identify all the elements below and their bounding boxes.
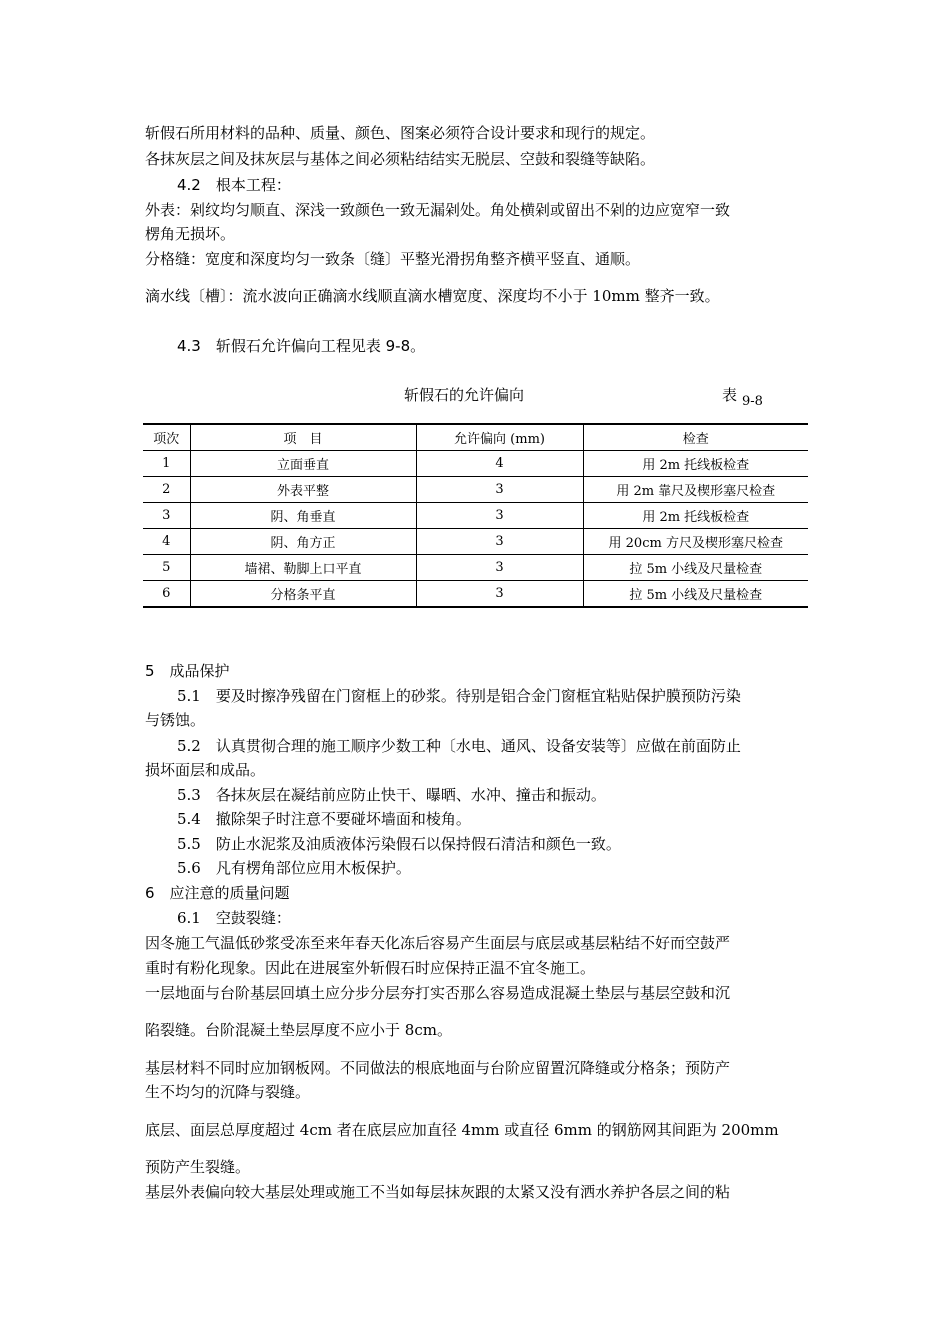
paragraph-line: 各抹灰层之间及抹灰层与基体之间必须粘结结实无脱层、空鼓和裂缝等缺陷。 — [145, 150, 656, 168]
paragraph-line: 重时有粉化现象。因此在进展室外斩假石时应保持正温不宜冬施工。 — [145, 959, 596, 977]
paragraph-line: 因冬施工气温低砂浆受冻至来年春天化冻后容易产生面层与底层或基层粘结不好而空鼓严 — [145, 934, 731, 952]
paragraph-line: 5.6 凡有楞角部位应用木板保护。 — [177, 859, 411, 877]
subsection-heading: 6.1 空鼓裂缝： — [177, 909, 291, 927]
table-cell: 拉 5m 小线及尺量检查 — [583, 555, 808, 581]
paragraph-line: 基层外表偏向较大基层处理或施工不当如每层抹灰跟的太紧又没有洒水养护各层之间的粘 — [145, 1183, 731, 1201]
section-heading: 4.2 根本工程： — [177, 176, 291, 194]
paragraph-line: 楞角无损坏。 — [145, 225, 236, 243]
header-cell: 检查 — [583, 424, 808, 451]
table-number-label: 表 — [722, 386, 738, 404]
paragraph-line: 基层材料不同时应加钢板网。不同做法的根底地面与台阶应留置沉降缝或分格条；预防产 — [145, 1059, 731, 1077]
table-cell: 2 — [143, 477, 190, 503]
table-cell: 4 — [416, 451, 583, 477]
table-cell: 拉 5m 小线及尺量检查 — [583, 581, 808, 608]
paragraph-line: 生不均匀的沉降与裂缝。 — [145, 1083, 311, 1101]
table-row — [143, 503, 808, 529]
paragraph-line: 底层、面层总厚度超过 4cm 者在底层应加直径 4mm 或直径 6mm 的钢筋网其间距为 200mm — [145, 1121, 779, 1139]
paragraph-line: 5.1 要及时擦净残留在门窗框上的砂浆。待别是铝合金门窗框宜粘贴保护膜预防污染 — [177, 687, 741, 705]
table-cell: 3 — [416, 529, 583, 555]
paragraph-line: 滴水线〔槽〕：流水波向正确滴水线顺直滴水槽宽度、深度均不小于 10mm 整齐一致。 — [145, 287, 720, 305]
paragraph-line: 外表：剁纹均匀顺直、深浅一致颜色一致无漏剁处。角处横剁或留出不剁的边应宽窄一致 — [145, 201, 731, 219]
section-heading: 4.3 斩假石允许偏向工程见表 9-8。 — [177, 337, 426, 355]
table-row — [143, 451, 808, 477]
table-cell: 6 — [143, 581, 190, 608]
table-cell: 阴、角垂直 — [190, 503, 416, 529]
paragraph-line: 5.4 撤除架子时注意不要碰坏墙面和棱角。 — [177, 810, 471, 828]
table-row — [143, 555, 808, 581]
section-heading: 5 成品保护 — [145, 662, 230, 680]
table-cell: 用 2m 托线板检查 — [583, 451, 808, 477]
table-cell: 分格条平直 — [190, 581, 416, 608]
header-cell: 项 目 — [190, 424, 416, 451]
table-cell: 立面垂直 — [190, 451, 416, 477]
table-number: 9-8 — [742, 394, 763, 409]
paragraph-line: 与锈蚀。 — [145, 711, 206, 729]
table-cell: 墙裙、勒脚上口平直 — [190, 555, 416, 581]
table-caption — [0, 384, 950, 408]
section-heading: 6 应注意的质量问题 — [145, 884, 290, 902]
table-cell: 3 — [416, 555, 583, 581]
table-header-row — [143, 424, 808, 451]
table-cell: 5 — [143, 555, 190, 581]
paragraph-line: 预防产生裂缝。 — [145, 1158, 251, 1176]
table-cell: 3 — [143, 503, 190, 529]
table-cell: 用 20cm 方尺及楔形塞尺检查 — [583, 529, 808, 555]
table-cell: 4 — [143, 529, 190, 555]
table-row — [143, 529, 808, 555]
table-row — [143, 477, 808, 503]
table-row — [143, 581, 808, 608]
paragraph-line: 一层地面与台阶基层回填土应分步分层夯打实否那么容易造成混凝土垫层与基层空鼓和沉 — [145, 984, 731, 1002]
table-cell: 用 2m 托线板检查 — [583, 503, 808, 529]
header-cell: 项次 — [143, 424, 190, 451]
paragraph-line: 5.2 认真贯彻合理的施工顺序少数工种〔水电、通风、设备安装等〕应做在前面防止 — [177, 737, 741, 755]
paragraph-line: 陷裂缝。台阶混凝土垫层厚度不应小于 8cm。 — [145, 1021, 452, 1039]
deviation-table — [143, 423, 808, 608]
paragraph-line: 5.3 各抹灰层在凝结前应防止快干、曝晒、水冲、撞击和振动。 — [177, 786, 606, 804]
table-cell: 3 — [416, 477, 583, 503]
table-cell: 用 2m 靠尺及楔形塞尺检查 — [583, 477, 808, 503]
paragraph-line: 损坏面层和成品。 — [145, 761, 266, 779]
table-cell: 外表平整 — [190, 477, 416, 503]
paragraph-line: 5.5 防止水泥浆及油质液体污染假石以保持假石清洁和颜色一致。 — [177, 835, 621, 853]
table-title: 斩假石的允许偏向 — [404, 386, 525, 404]
header-cell: 允许偏向 (mm) — [416, 424, 583, 451]
paragraph-line: 分格缝：宽度和深度均匀一致条〔缝〕平整光滑拐角整齐横平竖直、通顺。 — [145, 250, 641, 268]
paragraph-line: 斩假石所用材料的品种、质量、颜色、图案必须符合设计要求和现行的规定。 — [145, 124, 656, 142]
table-cell: 1 — [143, 451, 190, 477]
table-cell: 3 — [416, 503, 583, 529]
table-cell: 3 — [416, 581, 583, 608]
table-cell: 阴、角方正 — [190, 529, 416, 555]
